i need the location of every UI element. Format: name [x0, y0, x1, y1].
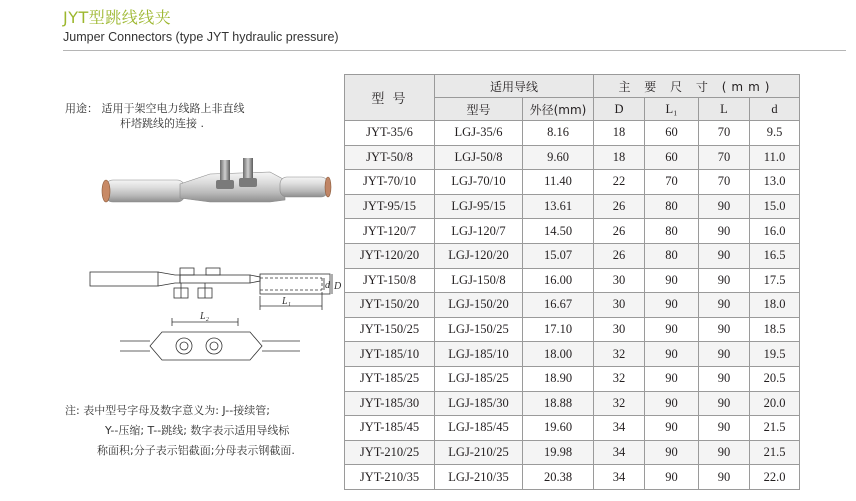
- dim-label-D: D: [334, 281, 342, 292]
- cell-model: JYT-210/35: [345, 465, 435, 490]
- col-dims-group-header: 主 要 尺 寸 (mm): [594, 75, 800, 98]
- cell-d: 16.0: [750, 219, 800, 244]
- cell-L1: 90: [645, 391, 699, 416]
- cell-conductor: LGJ-185/45: [435, 416, 523, 441]
- cell-dia: 17.10: [523, 317, 594, 342]
- usage-line-2: 杆塔跳线的连接 .: [120, 117, 204, 130]
- cell-model: JYT-50/8: [345, 145, 435, 170]
- cell-L: 90: [699, 342, 750, 367]
- cell-model: JYT-70/10: [345, 170, 435, 195]
- cell-L1: 80: [645, 194, 699, 219]
- cell-d: 17.5: [750, 268, 800, 293]
- table-row: [345, 170, 800, 195]
- cell-D: 18: [594, 121, 645, 146]
- cell-D: 32: [594, 342, 645, 367]
- cell-d: 20.0: [750, 391, 800, 416]
- table-row: [345, 293, 800, 318]
- col-L-header: L: [699, 98, 750, 121]
- cell-D: 26: [594, 219, 645, 244]
- col-conductor-dia-header: 外径(mm): [523, 98, 594, 121]
- cell-model: JYT-185/30: [345, 391, 435, 416]
- cell-dia: 18.00: [523, 342, 594, 367]
- note-line-2: Y--压缩; T--跳线; 数字表示适用导线标: [105, 424, 290, 437]
- note-line-3: 称面积;分子表示铝截面;分母表示钢截面.: [97, 444, 295, 457]
- cell-conductor: LGJ-150/8: [435, 268, 523, 293]
- dim-label-L2: L₂: [200, 311, 210, 322]
- table-row: [345, 342, 800, 367]
- cell-dia: 11.40: [523, 170, 594, 195]
- cell-dia: 18.90: [523, 366, 594, 391]
- technical-drawing: [60, 262, 350, 392]
- cell-d: 13.0: [750, 170, 800, 195]
- cell-conductor: LGJ-185/10: [435, 342, 523, 367]
- cell-L: 90: [699, 416, 750, 441]
- cell-L1: 70: [645, 170, 699, 195]
- cell-model: JYT-150/8: [345, 268, 435, 293]
- table-row: [345, 268, 800, 293]
- cell-d: 18.5: [750, 317, 800, 342]
- note-line-1: 注: 表中型号字母及数字意义为: J--接续管;: [65, 404, 270, 417]
- cell-d: 19.5: [750, 342, 800, 367]
- cell-dia: 19.60: [523, 416, 594, 441]
- cell-L: 90: [699, 194, 750, 219]
- cell-dia: 20.38: [523, 465, 594, 490]
- cell-d: 18.0: [750, 293, 800, 318]
- cell-dia: 9.60: [523, 145, 594, 170]
- cell-L1: 90: [645, 416, 699, 441]
- cell-D: 32: [594, 366, 645, 391]
- cell-dia: 15.07: [523, 243, 594, 268]
- cell-L1: 90: [645, 268, 699, 293]
- cell-L: 70: [699, 170, 750, 195]
- cell-dia: 19.98: [523, 440, 594, 465]
- table-row: [345, 465, 800, 490]
- table-row: [345, 440, 800, 465]
- dim-label-L1: L₁: [282, 296, 292, 307]
- table-row: [345, 317, 800, 342]
- cell-D: 34: [594, 465, 645, 490]
- cell-model: JYT-210/25: [345, 440, 435, 465]
- table-row: [345, 366, 800, 391]
- cell-d: 9.5: [750, 121, 800, 146]
- cell-conductor: LGJ-120/20: [435, 243, 523, 268]
- table-row: [345, 219, 800, 244]
- table-row: [345, 416, 800, 441]
- cell-conductor: LGJ-95/15: [435, 194, 523, 219]
- col-D-header: D: [594, 98, 645, 121]
- cell-model: JYT-120/20: [345, 243, 435, 268]
- cell-D: 30: [594, 317, 645, 342]
- cell-D: 22: [594, 170, 645, 195]
- cell-L: 90: [699, 268, 750, 293]
- cell-conductor: LGJ-210/25: [435, 440, 523, 465]
- cell-model: JYT-35/6: [345, 121, 435, 146]
- cell-model: JYT-150/25: [345, 317, 435, 342]
- cell-d: 21.5: [750, 440, 800, 465]
- cell-dia: 16.00: [523, 268, 594, 293]
- cell-L: 90: [699, 243, 750, 268]
- cell-D: 26: [594, 243, 645, 268]
- cell-L1: 90: [645, 317, 699, 342]
- cell-D: 30: [594, 293, 645, 318]
- cell-L1: 90: [645, 293, 699, 318]
- table-row: [345, 194, 800, 219]
- col-conductor-model-header: 型号: [435, 98, 523, 121]
- table-row: [345, 391, 800, 416]
- cell-conductor: LGJ-70/10: [435, 170, 523, 195]
- cell-L: 70: [699, 145, 750, 170]
- cell-L: 90: [699, 391, 750, 416]
- cell-D: 26: [594, 194, 645, 219]
- page-title: JYT型跳线线夹: [63, 8, 172, 27]
- cell-L1: 90: [645, 465, 699, 490]
- cell-L1: 90: [645, 440, 699, 465]
- cell-L: 90: [699, 366, 750, 391]
- cell-conductor: LGJ-150/25: [435, 317, 523, 342]
- note-text: [65, 401, 355, 461]
- cell-L1: 60: [645, 145, 699, 170]
- title-divider: [63, 50, 846, 51]
- cell-L: 90: [699, 317, 750, 342]
- cell-d: 21.5: [750, 416, 800, 441]
- cell-d: 11.0: [750, 145, 800, 170]
- cell-model: JYT-120/7: [345, 219, 435, 244]
- cell-dia: 13.61: [523, 194, 594, 219]
- table-row: [345, 121, 800, 146]
- usage-line-1: 用途： 适用于架空电力线路上非直线: [65, 102, 245, 115]
- table-row: [345, 243, 800, 268]
- spec-table: [344, 74, 800, 490]
- cell-conductor: LGJ-50/8: [435, 145, 523, 170]
- cell-dia: 14.50: [523, 219, 594, 244]
- cell-d: 22.0: [750, 465, 800, 490]
- cell-conductor: LGJ-185/25: [435, 366, 523, 391]
- cell-L: 90: [699, 440, 750, 465]
- cell-model: JYT-95/15: [345, 194, 435, 219]
- cell-d: 16.5: [750, 243, 800, 268]
- dim-label-d: d: [325, 280, 330, 291]
- cell-D: 32: [594, 391, 645, 416]
- cell-L1: 90: [645, 366, 699, 391]
- cell-conductor: LGJ-150/20: [435, 293, 523, 318]
- cell-dia: 8.16: [523, 121, 594, 146]
- col-d-header: d: [750, 98, 800, 121]
- cell-conductor: LGJ-120/7: [435, 219, 523, 244]
- cell-L1: 90: [645, 342, 699, 367]
- col-L1-header: L₁: [645, 98, 699, 121]
- cell-L: 90: [699, 465, 750, 490]
- page-subtitle: Jumper Connectors (type JYT hydraulic pressure): [63, 30, 339, 44]
- cell-model: JYT-185/25: [345, 366, 435, 391]
- col-conductor-group-header: 适用导线: [435, 75, 594, 98]
- cell-d: 20.5: [750, 366, 800, 391]
- cell-L: 90: [699, 219, 750, 244]
- cell-D: 18: [594, 145, 645, 170]
- table-row: [345, 145, 800, 170]
- cell-dia: 18.88: [523, 391, 594, 416]
- cell-L: 70: [699, 121, 750, 146]
- cell-conductor: LGJ-210/35: [435, 465, 523, 490]
- cell-model: JYT-150/20: [345, 293, 435, 318]
- product-photo: [95, 150, 335, 220]
- cell-D: 30: [594, 268, 645, 293]
- cell-L1: 80: [645, 243, 699, 268]
- cell-dia: 16.67: [523, 293, 594, 318]
- cell-conductor: LGJ-35/6: [435, 121, 523, 146]
- usage-text: [65, 101, 245, 131]
- cell-D: 34: [594, 440, 645, 465]
- cell-d: 15.0: [750, 194, 800, 219]
- cell-D: 34: [594, 416, 645, 441]
- col-model-header: 型 号: [345, 75, 435, 121]
- cell-model: JYT-185/10: [345, 342, 435, 367]
- cell-L: 90: [699, 293, 750, 318]
- cell-model: JYT-185/45: [345, 416, 435, 441]
- cell-conductor: LGJ-185/30: [435, 391, 523, 416]
- cell-L1: 80: [645, 219, 699, 244]
- cell-L1: 60: [645, 121, 699, 146]
